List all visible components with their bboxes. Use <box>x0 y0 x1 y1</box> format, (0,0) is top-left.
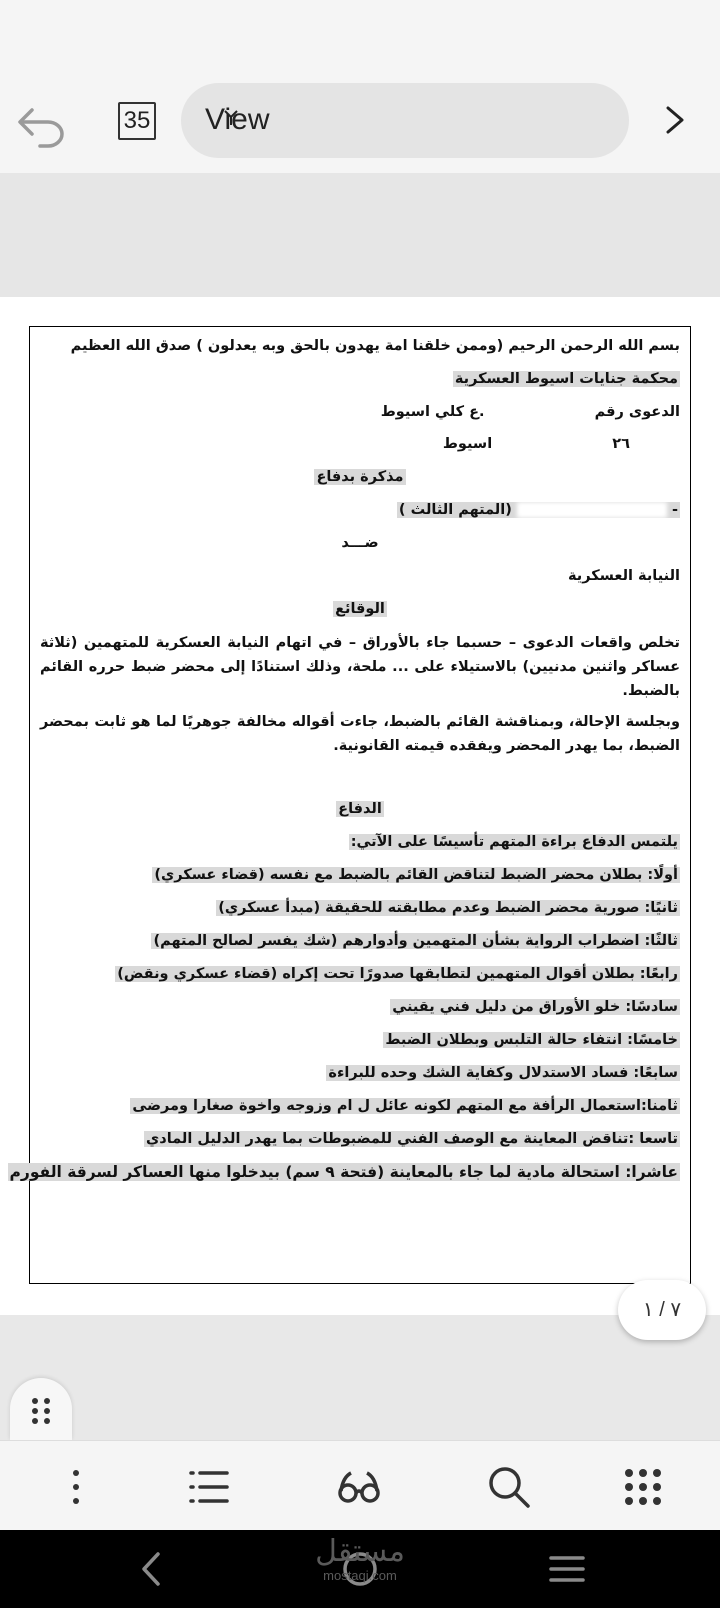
defense-item: أولًا: بطلان محضر الضبط لتناقض القائم بالضبط مع نفسه (قضاء عسكري) <box>154 867 678 883</box>
text-cursor-icon <box>221 107 241 127</box>
defense-item: رابعًا: بطلان أقوال المتهمين لتطابقها صدورًا تحت إكراه (قضاء عسكري ونقض) <box>117 966 678 982</box>
defense-item: ثامنا:استعمال الرأفة مع المتهم لكونه عائل ل ام وزوجه واخوة صغارا ومرضى <box>132 1098 678 1114</box>
court-name: محكمة جنايات اسيوط العسكرية <box>454 371 678 387</box>
defendant-line: - (المتهم الثالث ) <box>398 502 678 518</box>
facts-paragraph-2: وبجلسة الإحالة، وبمناقشة القائم بالضبط، جاءت أقواله مخالفة جوهريًا لما هو ثابت بمحضر الضبط، بما يهدر المحضر ويفقده قيمته القانونية. <box>40 714 680 754</box>
bottom-toolbar <box>0 1440 720 1531</box>
reading-mode-glasses-icon[interactable] <box>335 1463 383 1511</box>
page-count-button[interactable]: 35 <box>118 102 156 140</box>
view-mode-label: View <box>205 103 270 136</box>
recent-apps-nav-icon[interactable] <box>544 1546 590 1592</box>
more-options-icon[interactable] <box>52 1463 100 1511</box>
prosecution-label: النيابة العسكرية <box>567 568 680 584</box>
document-frame <box>9 326 691 1284</box>
facts-paragraph-1: تخلص واقعات الدعوى – حسبما جاء بالأوراق – في اتهام النيابة العسكرية للمتهمين (ثلاثة عساكر واثنين مدنيين) بالاستيلاء على ... ملحة، وذلك استنادًا إلى محضر ضبط حرره القائم بالضبط. <box>40 635 680 699</box>
memo-title: مذكرة بدفاع <box>316 469 404 485</box>
back-nav-icon[interactable] <box>130 1546 176 1592</box>
defense-intro: يلتمس الدفاع براءة المتهم تأسيسًا على الآتي: <box>350 834 678 850</box>
defense-item: ثالثًا: اضطراب الرواية بشأن المتهمين وأدوارهم (شك يفسر لصالح المتهم) <box>153 933 678 949</box>
versus-label: ضـــد <box>341 535 379 551</box>
defense-item: ثانيًا: صورية محضر الضبط وعدم مطابقته للحقيقة (مبدأ عسكري) <box>218 900 678 916</box>
defense-title: الدفاع <box>338 801 382 817</box>
watermark: مستقل mostaqi.com <box>315 1534 405 1583</box>
view-mode-button[interactable] <box>181 83 629 158</box>
facts-title: الوقائع <box>335 601 385 617</box>
viewer-background <box>0 173 720 297</box>
defense-item: عاشرا: استحالة مادية لما جاء بالمعاينة (فتحة ٩ سم) بيدخلوا منها العساكر لسرقة الفورم <box>9 1163 678 1181</box>
outline-list-icon[interactable] <box>185 1463 233 1511</box>
chevron-right-icon[interactable] <box>660 100 690 140</box>
defense-item: سابعًا: فساد الاستدلال وكفاية الشك وحده للبراءة <box>328 1065 678 1081</box>
drag-handle-button[interactable] <box>10 1378 72 1440</box>
document-page[interactable] <box>0 297 720 1315</box>
apps-grid-icon[interactable] <box>619 1463 667 1511</box>
search-icon[interactable] <box>485 1463 533 1511</box>
case-year-line: ٢٦ اسيوط <box>442 436 630 452</box>
undo-icon[interactable] <box>14 100 70 148</box>
defense-item: سادسًا: خلو الأوراق من دليل فني يقيني <box>392 999 678 1015</box>
defense-item: خامسًا: انتفاء حالة التلبس وبطلان الضبط <box>385 1032 678 1048</box>
page-indicator[interactable]: ٧ / ١ <box>618 1280 706 1340</box>
case-number-line: الدعوى رقم .ع كلي اسيوط <box>380 404 680 420</box>
basmala: بسم الله الرحمن الرحيم (وممن خلقنا امة يهدون بالحق وبه يعدلون ) صدق الله العظيم <box>70 338 680 354</box>
defense-item: تاسعا :تناقض المعاينة مع الوصف الفني للمضبوطات بما يهدر الدليل المادي <box>146 1131 678 1147</box>
top-toolbar <box>0 0 720 173</box>
grid-drag-icon <box>10 1378 72 1440</box>
